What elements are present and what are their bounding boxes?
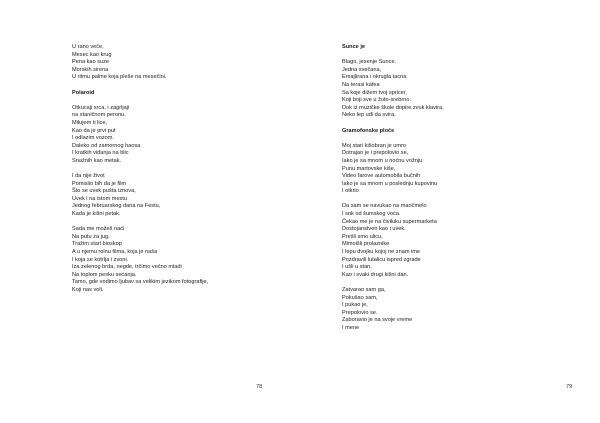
poem-line: Kao da je prvi put [72,127,116,134]
poem-line: Iza zelenog brda, negde, trčimo večno mladi [72,264,182,271]
poem-line: Iako je sa mnom u poslednju kupovinu [342,180,438,187]
stanza-gap [342,196,444,204]
poem-title: Sunce je [342,44,366,50]
poem-title: Gramofonske ploče [342,127,395,134]
poem-line: Što se uvek pušta iznova, [72,188,136,195]
poem-line: Zatvarao sam ga, [342,287,386,293]
poem-line: I otkrio [342,188,359,195]
poem-line: I koja se kotrlja i zvoni. [72,256,129,263]
poem-line: Da sam se navukao na mančmelo [342,203,427,210]
poem-title: Polaroid [72,89,95,96]
poem-line: Milujem ti lice, [72,119,108,126]
poem-line: Tamo, gde vodimo ljubav sa velikim jezikom fotografije, [72,279,209,286]
stanza-gap [72,166,208,174]
poem-line: Pomislio bih da je film [72,180,127,187]
poem-line: Na terasi kafea [342,81,380,88]
page-number-left: 78 [256,384,263,390]
poem-line: Zaboravio je na svoje vreme [342,317,413,324]
poem-line: Mimoišli prolaznike [342,241,390,248]
poem-line: Sada me možeš naći [72,226,125,233]
poem-line: Tražim stari bioskop [72,241,122,248]
poem-line: Morskih sirena [72,66,109,73]
poem-line: Video farove automobila bučnih [342,173,421,180]
poem-line: Pena kao suze [72,59,110,66]
poem-line: U ritmu palme koja pleše na mesečini. [72,74,167,81]
poem-line: Dotrajao je i prepolovio se, [342,150,409,157]
poem-line: Koji boji sve u žuto-srebrno. [342,97,412,104]
poem-line: I kratkih viđanja na blic [72,150,129,157]
poem-line: Kao i svaki drugi kišni dan. [342,271,409,278]
poem-line: Pokušao sam, [342,294,378,301]
poem-line: na staničnom peronu. [72,112,126,119]
poem-line: Snažnih kao metak. [72,157,122,164]
stanza-gap [342,120,444,128]
poem-line: Dok iz muzičke škole dopire zvuk klavira, [342,104,444,111]
poem-line: Moj stari kišobran je umro [342,142,407,149]
poem-line: U rano veče, [72,44,104,50]
poem-line: I mene [342,324,360,331]
poem-line: Blago, jesenje Sunce. [342,59,397,66]
poem-line: Koji nas voli. [72,287,104,293]
poem-line: Kada je kišni petak. [72,211,121,218]
poem-line: I lepu dvojku kojoj ne znam ime [342,249,421,256]
poem-line: Mesec kao krug [72,51,112,58]
right-text-column [342,44,444,333]
poem-line: A u njemu rolnu filma, koja je naša [72,249,158,256]
poem-line: Daleko od zamornog haosa [72,142,141,149]
poem-line: Iako je sa mnom u noćnu vožnju [342,157,423,164]
poem-line: Punu martovske kiše, [342,165,396,172]
poem-line: Prepolovio se. [342,309,378,316]
page-number-right: 79 [566,384,573,390]
poem-line: Na putu za jug. [72,233,110,240]
poem-line: I odlazim vozom. [72,135,114,142]
poem-line: I pukao je, [342,302,368,309]
poem-line: Neko lep uđi da svira. [342,112,396,119]
stanza-gap [72,82,208,90]
right-page [300,0,600,423]
poem-line: Sa koje dižem tvoj spricer, [342,89,407,96]
poem-line: Emajlirana i okrugla tacna [342,74,407,81]
poem-line: I ušli u stan, [342,264,372,271]
poem-line: Uvek i na istom mestu [72,195,128,202]
stanza-gap [342,279,444,287]
poem-line: Otkucaji srca, i zagrljaji [72,104,130,111]
poem-line: I sok od šumskog voća. [342,211,401,218]
poem-line: Dostojanstven kao i uvek. [342,226,406,233]
poem-line: Jednog februarskog dana na Festu, [72,203,161,210]
poem-line: Jedna svečana, [342,66,382,73]
poem-line: Prešli smo ulicu, [342,233,383,240]
poem-line: I da nije život [72,173,105,180]
poem-line: Čekao me je na čiviluku supermarketa [342,218,437,225]
poem-line: Pozdravili lutalicu ispred zgrade [342,256,421,263]
poem-line: Na toplom pesku sećanja. [72,271,137,278]
stanza-gap [72,219,208,227]
left-text-column [72,44,208,295]
